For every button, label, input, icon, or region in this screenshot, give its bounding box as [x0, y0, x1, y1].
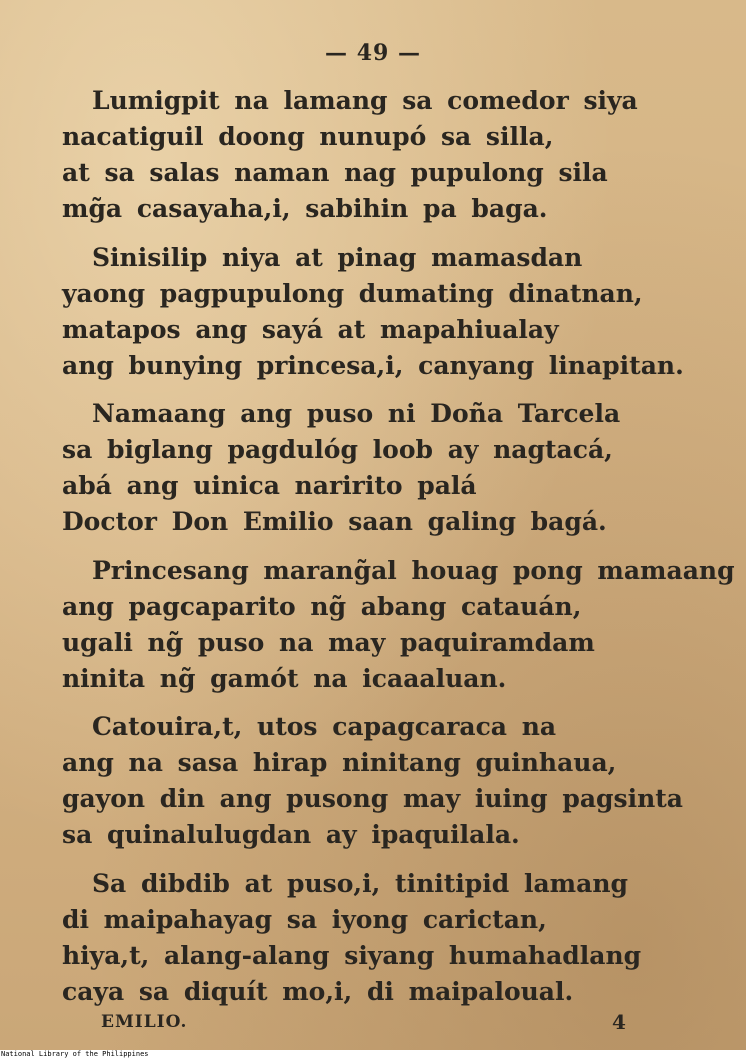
verse-line: caya sa diquít mo,i, di maipaloual. — [62, 977, 574, 1006]
verse-line: sa biglang pagdulóg loob ay nagtacá, — [62, 435, 613, 464]
stanza-3 — [62, 396, 702, 540]
verse-line: gayon din ang pusong may iuing pagsinta — [62, 784, 684, 813]
stanza-5 — [62, 709, 702, 853]
verse-line: ninita ng̃ gamót na icaaaluan. — [62, 664, 507, 693]
verse-line: ang pagcaparito ng̃ abang catauán, — [62, 592, 582, 621]
stanza-1 — [62, 83, 702, 227]
verse-line: sa quinalulugdan ay ipaquilala. — [62, 820, 520, 849]
credit-strip — [0, 1050, 746, 1058]
verse-line: ang na sasa hirap ninitang guinhaua, — [62, 748, 617, 777]
verse-line: at sa salas naman nag pupulong sila — [62, 158, 608, 187]
verse-line: mg̃a casayaha,i, sabihin pa baga. — [62, 194, 548, 223]
verse-line: yaong pagpupulong dumating dinatnan, — [62, 279, 643, 308]
verse-line: Catouira,t, utos capagcaraca na — [92, 712, 557, 741]
verse-line: abá ang uinica naririto palá — [62, 471, 477, 500]
verse-line: ang bunying princesa,i, canyang linapitan. — [62, 351, 684, 380]
library-credit: National Library of the Philippines — [1, 1050, 149, 1058]
signature-number: 4 — [612, 1010, 626, 1034]
verse-line: nacatiguil doong nunupó sa silla, — [62, 122, 554, 151]
verse-line: Sa dibdib at puso,i, tinitipid lamang — [92, 869, 628, 898]
verse-line: Doctor Don Emilio saan galing bagá. — [62, 507, 607, 536]
signature-mark: EMILIO. — [101, 1012, 188, 1032]
verse-line: hiya,t, alang-alang siyang humahadlang — [62, 941, 642, 970]
verse-line: Lumigpit na lamang sa comedor siya — [92, 86, 638, 115]
stanza-4 — [62, 553, 735, 697]
verse-line: Princesang marang̃al houag pong mamaang — [92, 556, 735, 585]
verse-line: di maipahayag sa iyong carictan, — [62, 905, 547, 934]
stanza-2 — [62, 240, 702, 384]
stanza-6 — [62, 866, 702, 1010]
verse-line: Namaang ang puso ni Doña Tarcela — [92, 399, 621, 428]
verse-line: ugali ng̃ puso na may paquiramdam — [62, 628, 595, 657]
page-footer — [0, 1010, 746, 1036]
verse-line: Sinisilip niya at pinag mamasdan — [92, 243, 583, 272]
verse-line: matapos ang sayá at mapahiualay — [62, 315, 559, 344]
page-number: — 49 — — [325, 40, 421, 66]
